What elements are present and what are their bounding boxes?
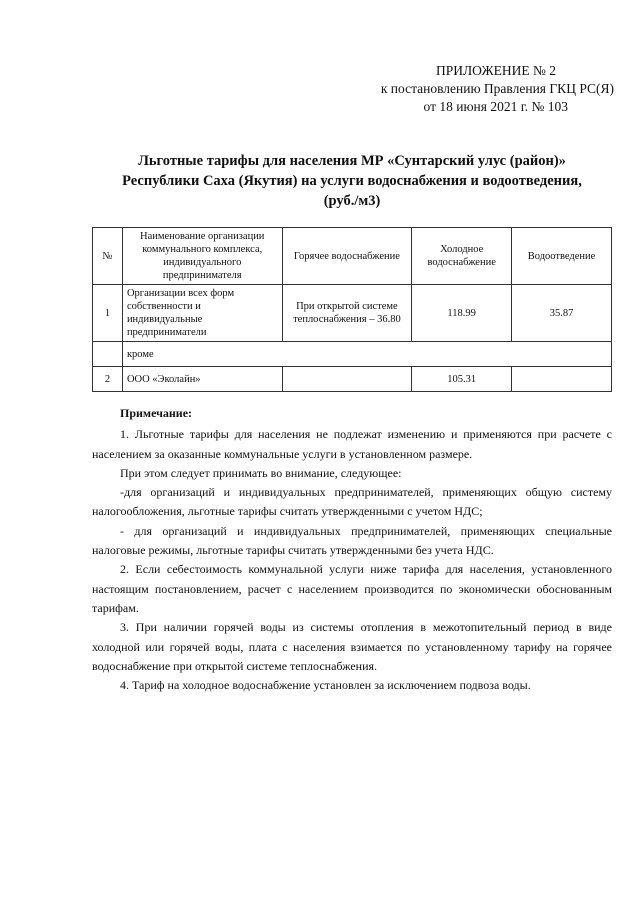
table-header-row [93,228,612,285]
table-row-except [93,342,612,367]
appendix-header [284,62,614,116]
except-label: кроме [122,342,611,367]
row2-num: 2 [93,367,123,392]
row1-num: 1 [93,285,123,342]
row2-org: ООО «Эколайн» [122,367,282,392]
table-row [93,367,612,392]
row1-org: Организации всех форм собственности и индивидуальные предприниматели [122,285,282,342]
row1-cold-water: 118.99 [412,285,512,342]
row2-drainage [512,367,612,392]
table-row [93,285,612,342]
header-hot-water: Горячее водоснабжение [282,228,412,285]
note-paragraph-1: 1. Льготные тарифы для населения не подлежат изменению и применяются при расчете с населением за оказанные коммунальные услуги в установленном размере. [92,427,612,461]
except-num-cell [93,342,123,367]
appendix-date: от 18 июня 2021 г. № 103 [423,99,568,114]
row1-hot-water: При открытой системе теплоснабжения – 36.80 [282,285,412,342]
note-paragraph-5: 2. Если себестоимость коммунальной услуги ниже тарифа для населения, установленного настоящим постановлением, расчет с населением производится по экономически обоснованным тарифам. [92,562,612,615]
note-paragraph-6: 3. При наличии горячей воды из системы отопления в межотопительный период в виде холодной или горячей воды, плата с населения взимается по установленному тарифу на горячее водоснабжение при открытой системе теплоснабжения. [92,620,612,673]
notes-heading: Примечание: [120,406,193,420]
title-line-2: Республики Саха (Якутия) на услуги водоснабжения и водоотведения, [122,173,582,189]
appendix-resolution: к постановлению Правления ГКЦ РС(Я) [380,81,614,96]
row2-hot-water [282,367,412,392]
document-title [92,151,612,211]
row2-cold-water: 105.31 [412,367,512,392]
note-paragraph-4: - для организаций и индивидуальных предпринимателей, применяющих специальные налоговые режимы, льготные тарифы считать утвержденными без учета НДС. [92,523,612,558]
row1-drainage: 35.87 [512,285,612,342]
header-cold-water: Холодное водоснабжение [412,228,512,285]
note-paragraph-3: -для организаций и индивидуальных предпринимателей, применяющих общую систему налогообложения, льготные тарифы считать утвержденными с учетом НДС; [92,485,612,519]
header-org: Наименование организации коммунального комплекса, индивидуального предпринимателя [122,228,282,285]
title-line-3: (руб./м3) [323,193,381,209]
header-drainage: Водоотведение [512,228,612,285]
title-line-1: Льготные тарифы для населения МР «Сунтарский улус (район)» [138,153,566,169]
note-paragraph-2: При этом следует принимать во внимание, следующее: [120,465,402,480]
appendix-number: ПРИЛОЖЕНИЕ № 2 [435,63,556,78]
header-num: № [93,228,123,285]
notes-section [92,404,612,695]
note-paragraph-7: 4. Тариф на холодное водоснабжение установлен за исключением подвоза воды. [120,678,531,693]
tariff-table [92,227,612,392]
